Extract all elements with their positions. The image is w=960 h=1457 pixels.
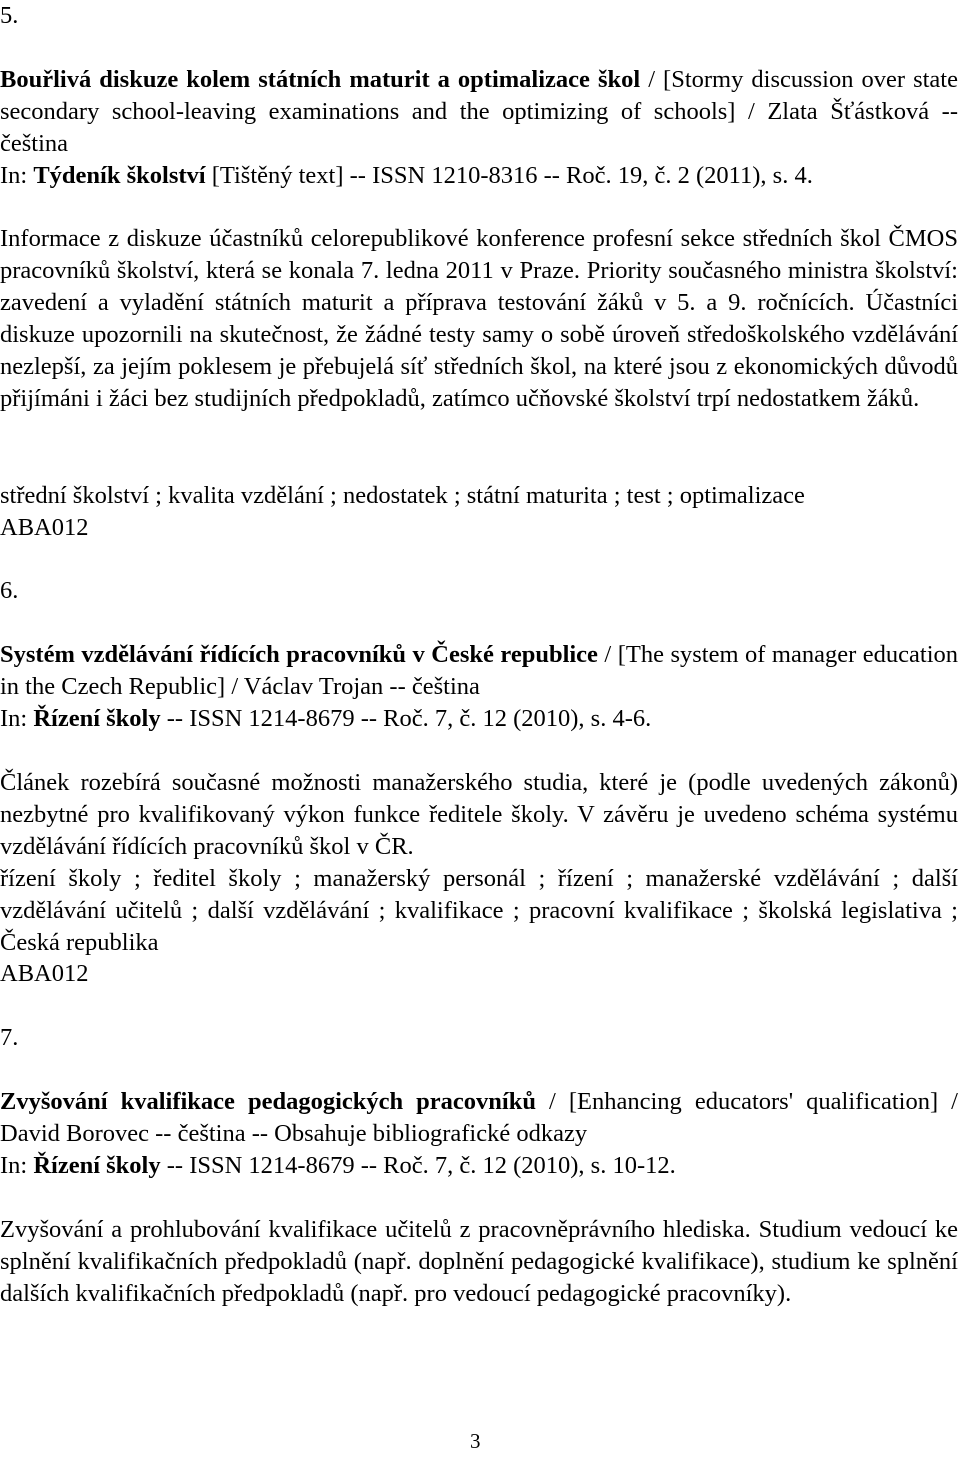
record-code: ABA012 bbox=[0, 960, 89, 987]
record-title-bold: Systém vzdělávání řídících pracovníků v České republice bbox=[0, 641, 598, 668]
record-abstract: Článek rozebírá současné možnosti manažerského studia, které je (podle uvedených zákonů) nezbytné pro kvalifikovaný výkon funkce ředitele školy. V závěru je uvedeno schéma systému vzdělávání řídících pracovníků škol v ČR. bbox=[0, 769, 958, 860]
source-journal: Řízení školy bbox=[33, 1152, 161, 1179]
record-title-rest: / [Enhancing educators' qualification] / David Borovec -- čeština -- Obsahuje bibliografické odkazy bbox=[0, 1088, 958, 1147]
record-code: ABA012 bbox=[0, 514, 89, 541]
record-title bbox=[0, 64, 958, 160]
source-journal: Řízení školy bbox=[33, 705, 161, 732]
source-prefix: In: bbox=[0, 162, 34, 189]
record-title bbox=[0, 1086, 958, 1150]
record-source bbox=[0, 703, 958, 735]
record-number: 5. bbox=[0, 2, 19, 29]
record-title-bold: Bouřlivá diskuze kolem státních maturit a optimalizace škol bbox=[0, 66, 641, 93]
record-source bbox=[0, 1150, 958, 1182]
record-abstract: Zvyšování a prohlubování kvalifikace učitelů z pracovněprávního hlediska. Studium vedoucí ke splnění kvalifikačních předpokladů (např. doplnění pedagogické kvalifikace), studium ke splnění dalších kvalifikačních předpokladů (např. pro vedoucí pedagogické pracovníky). bbox=[0, 1216, 958, 1307]
source-details: -- ISSN 1214-8679 -- Roč. 7, č. 12 (2010), s. 10-12. bbox=[160, 1152, 676, 1179]
record-source bbox=[0, 160, 958, 192]
page-number: 3 bbox=[470, 1429, 481, 1453]
source-details: -- ISSN 1214-8679 -- Roč. 7, č. 12 (2010), s. 4-6. bbox=[160, 705, 652, 732]
source-prefix: In: bbox=[0, 705, 34, 732]
record-number: 7. bbox=[0, 1024, 19, 1051]
record-title-bold: Zvyšování kvalifikace pedagogických pracovníků bbox=[0, 1088, 536, 1115]
source-prefix: In: bbox=[0, 1152, 34, 1179]
source-journal: Týdeník školství bbox=[33, 162, 206, 189]
record-abstract: Informace z diskuze účastníků celorepublikové konference profesní sekce středních škol ČMOS pracovníků školství, která se konala 7. ledna 2011 v Praze. Priority současného ministra školství: zavedení a vyladění státních maturit a příprava testování žáků v 5. a 9. ročnících. Účastníci diskuze upozornili na skutečnost, že žádné testy samy o sobě úroveň středoškolského vzdělávání nezlepší, za jejím poklesem je přebujelá síť středních škol, na které jsou z ekonomických důvodů přijímáni i žáci bez studijních předpokladů, zatímco učňovské školství trpí nedostatkem žáků. bbox=[0, 225, 958, 412]
source-details: [Tištěný text] -- ISSN 1210-8316 -- Roč. 19, č. 2 (2011), s. 4. bbox=[205, 162, 813, 189]
record-title-rest: / [The system of manager education in the Czech Republic] / Václav Trojan -- čeština bbox=[0, 641, 958, 700]
record-keywords: střední školství ; kvalita vzdělání ; nedostatek ; státní maturita ; test ; optimalizace bbox=[0, 482, 805, 509]
record-keywords: řízení školy ; ředitel školy ; manažerský personál ; řízení ; manažerské vzdělávání ; další vzdělávání učitelů ; další vzdělávání ; kvalifikace ; pracovní kvalifikace ; školská legislativa ; Česká republika bbox=[0, 865, 958, 956]
record-title-rest: / [Stormy discussion over state secondary school-leaving examinations and the optimizing of schools] / Zlata Šťástková -- čeština bbox=[0, 66, 958, 157]
record-title bbox=[0, 639, 958, 703]
record-number: 6. bbox=[0, 577, 19, 604]
